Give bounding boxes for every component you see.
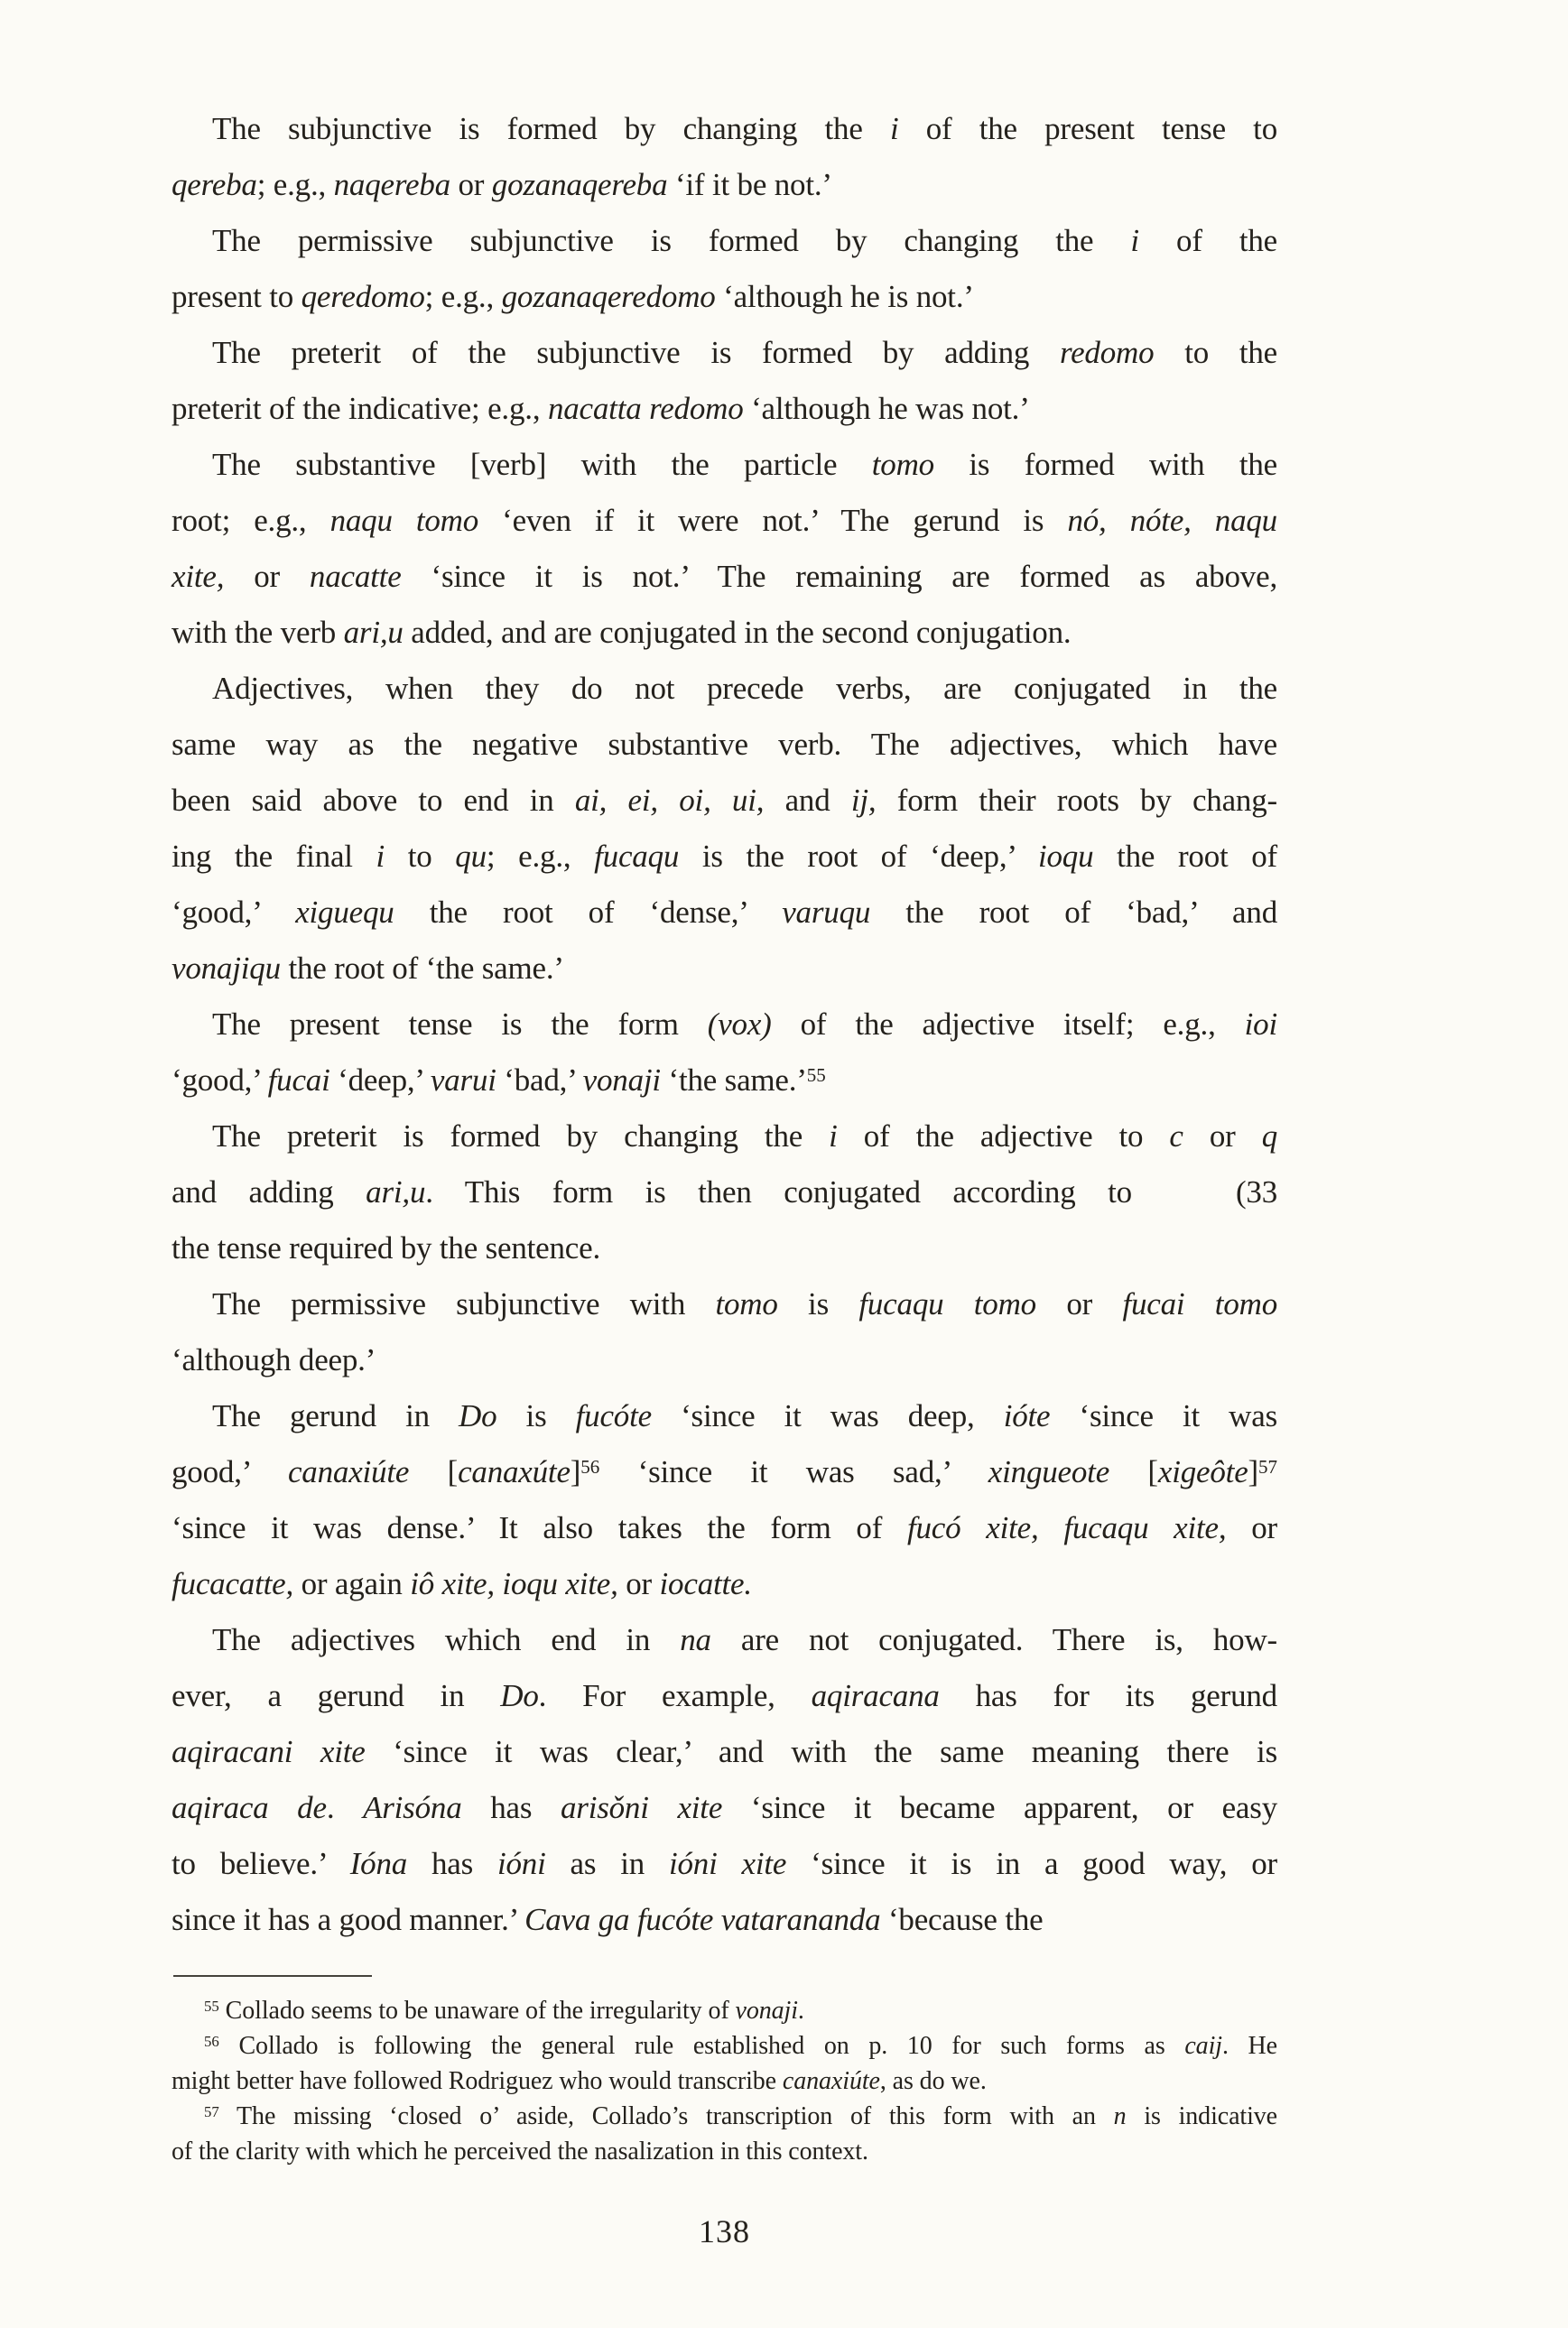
text-line bbox=[172, 1993, 1277, 2028]
text-line bbox=[172, 2064, 1277, 2099]
text-line bbox=[172, 885, 1277, 941]
italic-run: ióte bbox=[1003, 1398, 1051, 1433]
text-line bbox=[172, 1892, 1277, 1948]
text-line bbox=[172, 717, 1277, 773]
italic-run: i bbox=[376, 839, 385, 874]
text-run: ‘because the bbox=[880, 1902, 1044, 1937]
italic-run: tomo bbox=[871, 447, 934, 482]
italic-run: fucaqu bbox=[594, 839, 680, 874]
text-run: added, and are conjugated in the second conjugation. bbox=[403, 615, 1072, 650]
text-run: ‘since it became apparent, or easy bbox=[722, 1790, 1277, 1825]
italic-run: fucóte bbox=[575, 1398, 652, 1433]
text-line bbox=[172, 1220, 1277, 1276]
text-run: present to bbox=[172, 279, 302, 314]
text-run: . For example, bbox=[538, 1678, 812, 1713]
text-run: ‘since it was clear,’ and with the same meaning there is bbox=[365, 1734, 1278, 1769]
text-run: been said above to end in bbox=[172, 783, 575, 818]
italic-run: i bbox=[889, 111, 899, 146]
text-line bbox=[172, 1053, 1277, 1108]
italic-run: xite, bbox=[172, 559, 225, 594]
italic-run: ióni bbox=[496, 1846, 546, 1881]
italic-run: ióni xite bbox=[668, 1846, 787, 1881]
text-line bbox=[172, 325, 1277, 381]
italic-run: c bbox=[1169, 1118, 1183, 1154]
italic-run: ai, ei, oi, ui, bbox=[574, 783, 765, 818]
text-run: . This form is then conjugated according to bbox=[425, 1174, 1132, 1210]
italic-run: varuqu bbox=[782, 895, 871, 930]
italic-run: na bbox=[680, 1622, 711, 1657]
text-run: since it has a good manner.’ bbox=[172, 1902, 525, 1937]
text-line bbox=[172, 1836, 1277, 1892]
text-run: is indicative bbox=[1126, 2102, 1277, 2130]
text-line bbox=[172, 1444, 1277, 1500]
italic-run: iocatte. bbox=[659, 1566, 752, 1601]
footnote-divider bbox=[173, 1975, 372, 1977]
italic-run: fucai tomo bbox=[1122, 1286, 1278, 1322]
text-line bbox=[172, 437, 1277, 493]
italic-run: Do bbox=[459, 1398, 497, 1433]
text-run: or bbox=[224, 559, 310, 594]
text-run: ‘since it is not.’ The remaining are formed as above, bbox=[401, 559, 1277, 594]
text-line bbox=[172, 1724, 1277, 1780]
text-run: ‘since it was bbox=[1050, 1398, 1278, 1433]
italic-run: iô xite, ioqu xite, bbox=[410, 1566, 618, 1601]
text-run: as in bbox=[545, 1846, 669, 1881]
text-line bbox=[172, 2028, 1277, 2064]
italic-run: n bbox=[1113, 2102, 1127, 2130]
italic-run: canaxiúte bbox=[782, 2067, 880, 2095]
italic-run: fucai bbox=[267, 1062, 330, 1098]
footnote-marker: 56 bbox=[204, 2032, 219, 2050]
text-line bbox=[172, 2099, 1277, 2134]
italic-run: xingueote bbox=[988, 1454, 1110, 1489]
text-run: of the adjective itself; e.g., bbox=[771, 1006, 1245, 1042]
italic-run: arisǒni xite bbox=[560, 1790, 723, 1825]
text-run: ‘since it was deep, bbox=[651, 1398, 1004, 1433]
italic-run: fucó xite, fucaqu xite, bbox=[906, 1510, 1227, 1545]
text-run: has for its gerund bbox=[939, 1678, 1277, 1713]
text-run: ] bbox=[570, 1454, 581, 1489]
text-run: ever, a gerund in bbox=[172, 1678, 501, 1713]
text-run: The gerund in bbox=[212, 1398, 459, 1433]
footnotes bbox=[172, 1993, 1277, 2169]
text-run: form their roots by chang- bbox=[876, 783, 1277, 818]
text-line bbox=[172, 1108, 1277, 1164]
italic-run: (vox) bbox=[707, 1006, 772, 1042]
italic-run: aqiracana bbox=[811, 1678, 940, 1713]
text-run: The adjectives which end in bbox=[212, 1622, 681, 1657]
text-line bbox=[172, 1332, 1277, 1388]
italic-run: naqu tomo bbox=[329, 503, 479, 538]
italic-run: varui bbox=[430, 1062, 496, 1098]
text-run: The permissive subjunctive is formed by changing the bbox=[212, 223, 1131, 258]
footnote-marker: 57 bbox=[1258, 1455, 1277, 1478]
text-line bbox=[172, 2134, 1277, 2169]
italic-run: ij, bbox=[850, 783, 877, 818]
text-run: is bbox=[496, 1398, 576, 1433]
italic-run: ioi bbox=[1244, 1006, 1277, 1042]
text-run: The preterit is formed by changing the bbox=[212, 1118, 830, 1154]
footnote-marker: 57 bbox=[204, 2102, 219, 2120]
italic-run: xigeôte bbox=[1157, 1454, 1248, 1489]
text-run: The subjunctive is formed by changing the bbox=[212, 111, 890, 146]
text-run: . He bbox=[1221, 2032, 1278, 2060]
text-run: to believe.’ bbox=[172, 1846, 350, 1881]
text-run: of the present tense to bbox=[898, 111, 1277, 146]
text-run: (33 bbox=[1235, 1174, 1278, 1210]
text-run: , as do we. bbox=[879, 2067, 987, 2095]
text-line bbox=[172, 493, 1277, 549]
text-run: and bbox=[764, 783, 851, 818]
text-run: of the adjective to bbox=[837, 1118, 1170, 1154]
text-run: the root of ‘the same.’ bbox=[280, 951, 564, 986]
italic-run: q bbox=[1261, 1118, 1277, 1154]
italic-run: nacatta redomo bbox=[547, 391, 744, 426]
italic-run: aqiracani xite bbox=[172, 1734, 366, 1769]
italic-run: vonajiqu bbox=[172, 951, 281, 986]
text-run: ‘since it is in a good way, or bbox=[786, 1846, 1278, 1881]
text-line bbox=[172, 1668, 1277, 1724]
text-line bbox=[172, 1612, 1277, 1668]
italic-run: vonaji bbox=[582, 1062, 661, 1098]
text-run: ‘although he was not.’ bbox=[743, 391, 1030, 426]
italic-run: i bbox=[1130, 223, 1139, 258]
text-run: and adding bbox=[172, 1174, 366, 1210]
text-line bbox=[172, 213, 1277, 269]
footnote-marker: 55 bbox=[204, 1997, 219, 2015]
text-run: ] bbox=[1248, 1454, 1258, 1489]
italic-run: Ióna bbox=[349, 1846, 408, 1881]
text-run: ‘since it was dense.’ It also takes the form of bbox=[172, 1510, 907, 1545]
text-run: of the bbox=[1138, 223, 1278, 258]
text-run: The missing ‘closed o’ aside, Collado’s transcription of this form with an bbox=[218, 2102, 1114, 2130]
italic-run: qereba bbox=[172, 167, 257, 202]
text-run: ‘the same.’ bbox=[660, 1062, 807, 1098]
italic-run: qu bbox=[455, 839, 487, 874]
italic-run: fucacatte, bbox=[172, 1566, 294, 1601]
text-line bbox=[172, 381, 1277, 437]
text-run: The permissive subjunctive with bbox=[212, 1286, 716, 1322]
text-run: ‘since it was sad,’ bbox=[599, 1454, 988, 1489]
text-run: or bbox=[450, 167, 492, 202]
text-line bbox=[172, 1276, 1277, 1332]
text-run: is formed with the bbox=[933, 447, 1277, 482]
text-run: is bbox=[777, 1286, 859, 1322]
text-run: the root of ‘dense,’ bbox=[394, 895, 783, 930]
text-line bbox=[172, 269, 1277, 325]
text-run: the root of bbox=[1093, 839, 1277, 874]
text-line bbox=[172, 605, 1277, 661]
text-line bbox=[172, 829, 1277, 885]
italic-run: caij bbox=[1184, 2032, 1222, 2060]
footnote-marker: 56 bbox=[580, 1455, 600, 1478]
page-number: 138 bbox=[699, 2213, 750, 2249]
text-run: ; e.g., bbox=[486, 839, 595, 874]
italic-run: xiguequ bbox=[295, 895, 394, 930]
text-run: . bbox=[797, 1997, 804, 2025]
text-run: ‘if it be not.’ bbox=[667, 167, 832, 202]
italic-run: nó, nóte, naqu bbox=[1067, 503, 1277, 538]
italic-run: gozanaqereba bbox=[491, 167, 668, 202]
italic-run: vonaji bbox=[735, 1997, 798, 2025]
text-line bbox=[172, 1780, 1277, 1836]
italic-run: canaxiúte bbox=[287, 1454, 410, 1489]
text-line bbox=[172, 773, 1277, 829]
text-run: The present tense is the form bbox=[212, 1006, 708, 1042]
body-text bbox=[172, 101, 1277, 1948]
text-block bbox=[172, 101, 1277, 2250]
text-run: [ bbox=[1109, 1454, 1158, 1489]
italic-run: ari,u bbox=[343, 615, 404, 650]
italic-run: gozanaqeredomo bbox=[501, 279, 716, 314]
text-line bbox=[172, 1164, 1277, 1220]
text-line bbox=[172, 661, 1277, 717]
text-run: [ bbox=[409, 1454, 459, 1489]
text-run: is the root of ‘deep,’ bbox=[679, 839, 1038, 874]
text-run: ; e.g., bbox=[256, 167, 334, 202]
text-line bbox=[172, 941, 1277, 997]
text-run: Adjectives, when they do not precede verbs, are conjugated in the bbox=[212, 671, 1277, 706]
text-run: of the clarity with which he perceived the nasalization in this context. bbox=[172, 2138, 868, 2166]
text-run: same way as the negative substantive verb. The adjectives, which have bbox=[172, 727, 1277, 762]
italic-run: nacatte bbox=[309, 559, 402, 594]
text-run: ; e.g., bbox=[424, 279, 502, 314]
text-run: ‘although deep.’ bbox=[172, 1342, 376, 1377]
text-run: Collado seems to be unaware of the irregularity of bbox=[218, 1997, 736, 2025]
text-run: or bbox=[1183, 1118, 1262, 1154]
text-run: The preterit of the subjunctive is formed by adding bbox=[212, 335, 1060, 370]
text-run: ‘good,’ bbox=[172, 1062, 268, 1098]
italic-run: ioqu bbox=[1037, 839, 1094, 874]
text-run: with the verb bbox=[172, 615, 344, 650]
italic-run: fucaqu tomo bbox=[858, 1286, 1036, 1322]
text-line bbox=[172, 1556, 1277, 1612]
text-run: might better have followed Rodriguez who would transcribe bbox=[172, 2067, 783, 2095]
footnote-marker: 55 bbox=[806, 1063, 826, 1086]
text-run: root; e.g., bbox=[172, 503, 330, 538]
text-run: has bbox=[461, 1790, 561, 1825]
text-line bbox=[172, 157, 1277, 213]
text-run: preterit of the indicative; e.g., bbox=[172, 391, 548, 426]
italic-run: Arisóna bbox=[363, 1790, 462, 1825]
text-run: ‘bad,’ bbox=[496, 1062, 583, 1098]
text-run: ‘even if it were not.’ The gerund is bbox=[478, 503, 1068, 538]
italic-run: redomo bbox=[1059, 335, 1155, 370]
italic-run: Do bbox=[500, 1678, 539, 1713]
text-run: ‘although he is not.’ bbox=[715, 279, 974, 314]
italic-run: aqiraca de bbox=[172, 1790, 327, 1825]
text-run: or bbox=[1226, 1510, 1278, 1545]
text-run: or bbox=[617, 1566, 660, 1601]
italic-run: ari,u bbox=[366, 1174, 426, 1210]
text-run: to bbox=[385, 839, 456, 874]
text-run: . bbox=[326, 1790, 364, 1825]
text-line bbox=[172, 997, 1277, 1053]
text-run: ‘good,’ bbox=[172, 895, 296, 930]
italic-run: naqereba bbox=[333, 167, 450, 202]
italic-run: canaxúte bbox=[458, 1454, 571, 1489]
text-run: or again bbox=[293, 1566, 411, 1601]
text-run: Collado is following the general rule established on p. 10 for such forms as bbox=[218, 2032, 1185, 2060]
text-line bbox=[172, 549, 1277, 605]
text-run: are not conjugated. There is, how- bbox=[710, 1622, 1277, 1657]
text-run: The substantive [verb] with the particle bbox=[212, 447, 872, 482]
text-run: good,’ bbox=[172, 1454, 288, 1489]
text-run: the tense required by the sentence. bbox=[172, 1230, 601, 1266]
text-run: the root of ‘bad,’ and bbox=[870, 895, 1277, 930]
text-run: or bbox=[1035, 1286, 1123, 1322]
text-run: ing the final bbox=[172, 839, 376, 874]
text-run: to the bbox=[1154, 335, 1277, 370]
italic-run: tomo bbox=[715, 1286, 778, 1322]
italic-run: i bbox=[829, 1118, 838, 1154]
italic-run: Cava ga fucóte vatarananda bbox=[524, 1902, 881, 1937]
text-run: ‘deep,’ bbox=[329, 1062, 431, 1098]
text-run: has bbox=[407, 1846, 497, 1881]
italic-run: qeredomo bbox=[301, 279, 425, 314]
text-line bbox=[172, 1500, 1277, 1556]
text-line bbox=[172, 101, 1277, 157]
text-line bbox=[172, 1388, 1277, 1444]
